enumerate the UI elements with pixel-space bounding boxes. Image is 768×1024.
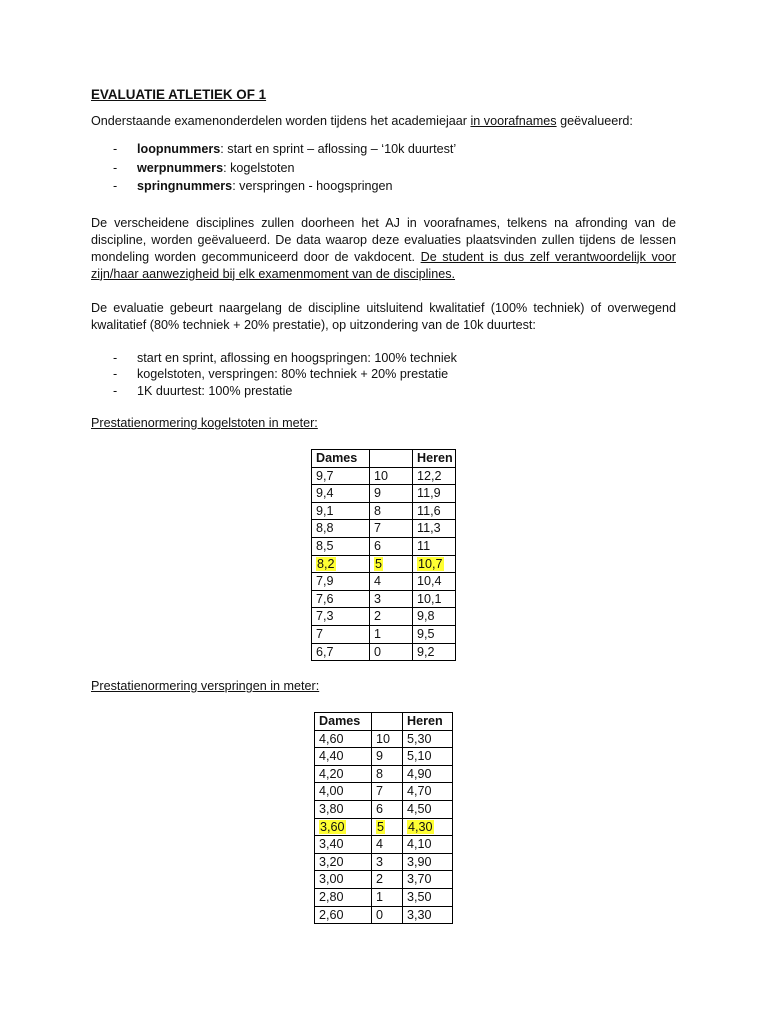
table-cell [372,836,403,854]
cell-value: 3,30 [407,907,432,922]
table-cell [312,502,370,520]
evaluation-method-paragraph: De evaluatie gebeurt naargelang de discipline uitsluitend kwalitatief (100% techniek) of overwegend kwalitatief (80% techniek + 20% prestatie), op uitzondering van de 10k duurtest: [91,300,676,332]
table-row [315,765,453,783]
cell-value: 1 [374,626,382,641]
cell-value: 4,90 [407,766,432,781]
category-list [91,140,676,196]
header-cell: Heren [403,713,453,731]
category-detail: : kogelstoten [223,160,295,175]
long-jump-norm-table [314,712,453,924]
table-cell [372,906,403,924]
cell-value: 6 [374,538,382,553]
intro-paragraph [91,113,676,130]
list-item: - kogelstoten, verspringen: 80% techniek + 20% prestatie [91,366,676,383]
cell-value: 10,4 [417,574,442,589]
table-cell [312,555,370,573]
table-row [315,730,453,748]
cell-value: 4 [376,837,384,852]
table-cell [315,800,372,818]
cell-value: 8 [374,503,382,518]
table-cell [312,520,370,538]
cell-value: 3,90 [407,854,432,869]
table-cell [403,888,453,906]
cell-value: 9,2 [417,644,435,659]
table-cell [372,853,403,871]
table-cell [315,906,372,924]
list-item: - 1K duurtest: 100% prestatie [91,383,676,400]
category-detail: : verspringen - hoogspringen [232,179,393,193]
cell-value: 11 [417,538,431,553]
cell-value: 11,6 [417,503,441,518]
intro-text: Onderstaande examenonderdelen worden tijdens het academiejaar [91,114,471,128]
table-cell [312,573,370,591]
list-item: - start en sprint, aflossing en hoogspringen: 100% techniek [91,350,676,367]
table-row [312,573,456,591]
category-name: werpnummers [137,160,224,175]
table-cell [403,853,453,871]
table-row [312,537,456,555]
weight-list [91,350,676,400]
header-cell: Heren [413,450,456,468]
cell-value: 4,50 [407,801,432,816]
cell-value: 4,40 [319,749,344,764]
table-cell [370,625,413,643]
intro-underlined-text: in voorafnames [470,114,557,128]
table-row [312,520,456,538]
long-jump-table-label: Prestatienormering verspringen in meter: [91,679,320,693]
cell-value: 4,00 [319,784,344,799]
table-cell [413,485,456,503]
table-row [312,625,456,643]
cell-value: 9,8 [417,609,435,624]
table-cell [315,765,372,783]
table-cell [370,537,413,555]
table-cell [413,555,456,573]
table-cell [370,520,413,538]
cell-value: 10,1 [417,591,442,606]
table-row [312,608,456,626]
cell-value: 4 [374,574,382,589]
table-cell [312,608,370,626]
cell-value: 3,40 [319,837,344,852]
table-cell [403,748,453,766]
cell-value: 7 [316,626,324,641]
table-cell [370,608,413,626]
cell-value: 12,2 [417,468,442,483]
cell-value: 10 [376,731,391,746]
category-name: loopnummers [137,142,221,156]
table-cell [413,643,456,661]
cell-value: 11,3 [417,521,441,536]
table-cell [403,818,453,836]
cell-value: 2,60 [319,907,344,922]
table-row [315,800,453,818]
cell-value: 9,5 [417,626,435,641]
header-cell [370,450,413,468]
table-cell [370,502,413,520]
table-cell [372,871,403,889]
highlighted-value: 5 [377,819,385,834]
cell-value: 4,70 [407,784,432,799]
table-cell [312,537,370,555]
cell-value: 9,7 [316,468,334,483]
table-cell [372,888,403,906]
cell-value: 8,8 [316,521,334,536]
cell-value: 4,10 [407,837,432,852]
table-row [315,836,453,854]
schedule-text: De verscheidene disciplines zullen doorheen het AJ in voorafnames, telkens na afronding van de discipline, worden geëvalueerd. De data waarop deze evaluaties plaatsvinden zullen tijdens de lessen mondeling worden gecommuniceerd door de vakdocent. [91,215,676,264]
cell-value: 5,30 [407,731,432,746]
highlighted-value: 5 [375,556,383,571]
cell-value: 2,80 [319,889,344,904]
table-cell [370,590,413,608]
cell-value: 3,00 [319,872,344,887]
cell-value: 7 [374,521,382,536]
cell-value: 0 [374,644,382,659]
table-row [315,906,453,924]
table-cell [312,590,370,608]
document-title: EVALUATIE ATLETIEK OF 1 [91,87,267,102]
cell-value: 7 [376,784,384,799]
cell-value: 0 [376,907,384,922]
cell-value: 4,20 [319,766,344,781]
cell-value: 3,70 [407,872,432,887]
header-cell: Dames [315,713,372,731]
table-cell [372,818,403,836]
shot-put-table-label: Prestatienormering kogelstoten in meter: [91,416,318,430]
table-row [312,643,456,661]
cell-value: 3,80 [319,801,344,816]
table-cell [315,783,372,801]
responsibility-note: De student is dus zelf verantwoordelijk voor zijn/haar aanwezigheid bij elk examenmoment van de disciplines. [91,249,676,281]
table-cell [403,871,453,889]
cell-value: 7,3 [316,609,334,624]
table-cell [413,590,456,608]
cell-value: 3 [374,591,382,606]
list-item [91,159,676,178]
list-item [91,177,676,196]
table-cell [403,836,453,854]
table-cell [403,800,453,818]
table-cell [413,467,456,485]
table-cell [312,625,370,643]
table-row [312,467,456,485]
cell-value: 9 [374,486,382,501]
table-cell [403,730,453,748]
table-cell [413,520,456,538]
table-row [312,485,456,503]
cell-value: 10 [374,468,389,483]
shot-put-norm-table [311,449,456,661]
table-cell [312,485,370,503]
table-cell [372,765,403,783]
table-header-row [315,713,453,731]
table-cell [315,853,372,871]
list-item [91,140,676,159]
table-cell [372,748,403,766]
category-name: springnummers [137,179,233,193]
cell-value: 2 [374,609,382,624]
document-page [91,86,676,399]
table-cell [403,783,453,801]
highlighted-value: 8,2 [317,556,335,571]
table-cell [370,467,413,485]
cell-value: 7,6 [316,591,334,606]
table-row [312,502,456,520]
table-cell [315,818,372,836]
cell-value: 2 [376,872,384,887]
table-cell [372,783,403,801]
cell-value: 3,50 [407,889,432,904]
table-cell [315,836,372,854]
cell-value: 6,7 [316,644,334,659]
table-cell [370,485,413,503]
table-row [315,748,453,766]
cell-value: 9 [376,749,384,764]
highlighted-value: 10,7 [418,556,443,571]
highlighted-value: 3,60 [320,819,345,834]
table-cell [315,730,372,748]
table-row [315,888,453,906]
cell-value: 6 [376,801,384,816]
table-cell [370,643,413,661]
highlighted-value: 4,30 [408,819,433,834]
table-cell [413,573,456,591]
table-row [312,590,456,608]
cell-value: 9,1 [316,503,334,518]
table-cell [312,643,370,661]
cell-value: 4,60 [319,731,344,746]
cell-value: 1 [376,889,384,904]
table-cell [315,748,372,766]
cell-value: 8 [376,766,384,781]
table-row [315,871,453,889]
table-cell [370,555,413,573]
table-cell [370,573,413,591]
table-cell [312,467,370,485]
table-cell [413,537,456,555]
table-cell [403,765,453,783]
cell-value: 3,20 [319,854,344,869]
table-cell [413,625,456,643]
table-header-row [312,450,456,468]
table-cell [315,871,372,889]
header-cell: Dames [312,450,370,468]
cell-value: 11,9 [417,486,441,501]
table-row [315,783,453,801]
cell-value: 3 [376,854,384,869]
cell-value: 5,10 [407,749,432,764]
table-cell [413,608,456,626]
table-cell [413,502,456,520]
header-cell [372,713,403,731]
cell-value: 9,4 [316,486,334,501]
table-row [315,818,453,836]
table-cell [315,888,372,906]
table-cell [372,800,403,818]
table-row [315,853,453,871]
evaluation-schedule-paragraph [91,215,676,283]
intro-text-end: geëvalueerd: [556,114,633,128]
table-cell [372,730,403,748]
category-detail: : start en sprint – aflossing – ‘10k duurtest’ [220,142,457,156]
cell-value: 7,9 [316,574,334,589]
cell-value: 8,5 [316,538,334,553]
table-row [312,555,456,573]
table-cell [403,906,453,924]
